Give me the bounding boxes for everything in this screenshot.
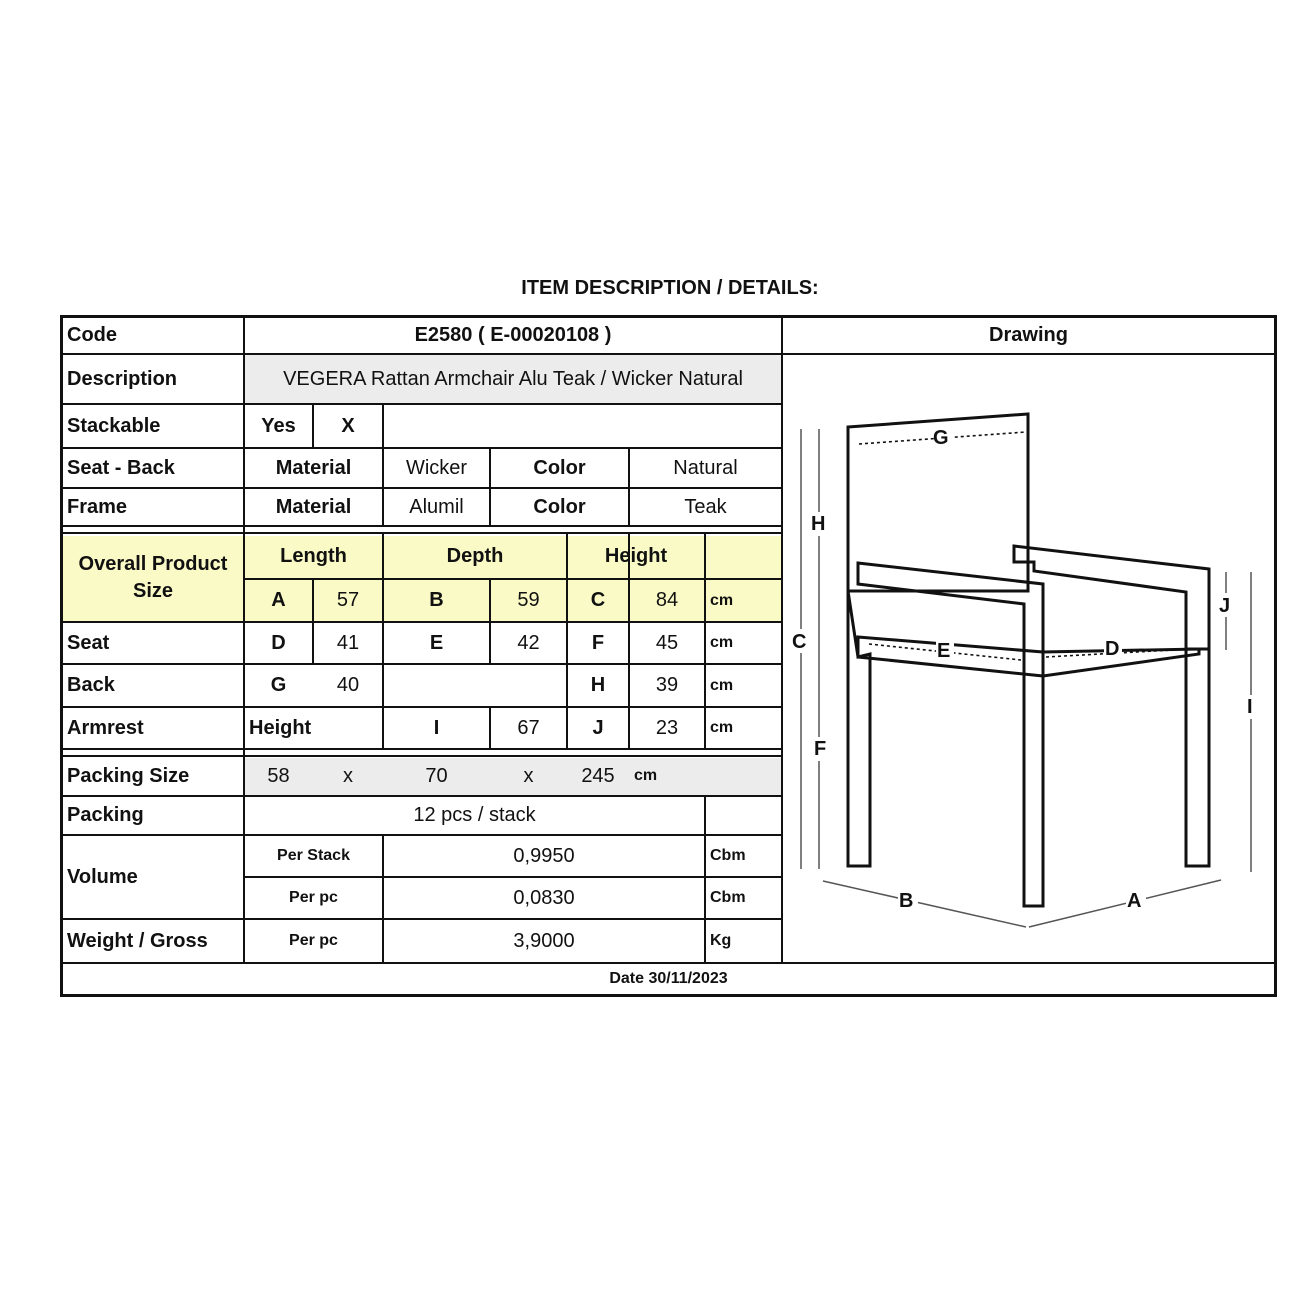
frame-material: Alumil xyxy=(409,495,464,518)
packing-height: 245 xyxy=(581,764,615,787)
volume-pc-unit: Cbm xyxy=(710,889,746,906)
volume-label: Volume xyxy=(67,865,138,888)
dim-j-value: 23 xyxy=(655,716,679,739)
seat-back-color-label: Color xyxy=(533,456,586,479)
dim-a-letter: A xyxy=(271,589,286,611)
dim-d-letter: D xyxy=(271,631,286,654)
back-right-leg xyxy=(1186,649,1209,866)
packing-x2: x xyxy=(523,764,534,787)
seat-back-color: Natural xyxy=(673,456,738,479)
label-g: G xyxy=(933,427,949,449)
dim-h-letter: H xyxy=(590,674,606,696)
packing-size-unit: cm xyxy=(634,767,658,784)
packing-x1: x xyxy=(343,764,353,787)
weight-unit: Kg xyxy=(710,932,732,949)
height-header: Height xyxy=(604,544,668,567)
volume-stack-unit: Cbm xyxy=(710,847,746,864)
label-b: B xyxy=(899,890,914,912)
date-footer: Date 30/11/2023 xyxy=(609,970,728,987)
dim-b-letter: B xyxy=(429,589,444,611)
dim-j-letter: J xyxy=(592,716,604,739)
stackable-label: Stackable xyxy=(67,414,161,437)
description-value: VEGERA Rattan Armchair Alu Teak / Wicker Natural xyxy=(283,367,743,390)
label-c: C xyxy=(792,631,807,653)
seat-back-material: Wicker xyxy=(405,456,468,479)
packing-label: Packing xyxy=(67,804,144,826)
frame-material-label: Material xyxy=(275,495,352,518)
back-label: Back xyxy=(67,674,115,696)
seat-back-material-label: Material xyxy=(275,456,352,479)
chair-drawing-svg xyxy=(781,354,1274,960)
weight-per-pc-label: Per pc xyxy=(289,932,338,949)
stackable-yes: Yes xyxy=(261,414,296,437)
back-left-leg xyxy=(848,591,870,866)
dim-c-value: 84 xyxy=(655,589,679,611)
dim-a-value: 57 xyxy=(336,589,360,611)
weight-label: Weight / Gross xyxy=(67,929,208,952)
label-j: J xyxy=(1219,595,1231,617)
left-armrest xyxy=(858,563,1043,906)
dim-h-value: 39 xyxy=(655,674,679,696)
packing-value: 12 pcs / stack xyxy=(413,804,536,826)
volume-per-pc-label: Per pc xyxy=(289,889,338,906)
label-i: I xyxy=(1247,696,1253,718)
code-label: Code xyxy=(67,324,117,346)
weight-value: 3,9000 xyxy=(513,929,575,952)
dim-e-value: 42 xyxy=(517,631,540,654)
depth-header: Depth xyxy=(446,544,504,567)
volume-per-pc: 0,0830 xyxy=(513,886,575,909)
packing-size-label: Packing Size xyxy=(67,764,190,787)
armrest-height-label: Height xyxy=(249,716,312,739)
dim-b-value: 59 xyxy=(517,589,540,611)
seat-label: Seat xyxy=(67,631,110,654)
dim-g-value: 40 xyxy=(336,674,360,696)
armrest-unit: cm xyxy=(710,719,734,736)
dim-f-value: 45 xyxy=(655,631,679,654)
a-dim-line xyxy=(1029,880,1221,927)
volume-per-stack: 0,9950 xyxy=(513,844,575,867)
dim-d-value: 41 xyxy=(336,631,360,654)
stackable-mark: X xyxy=(341,414,355,437)
packing-length: 58 xyxy=(267,764,290,787)
row-divider xyxy=(63,748,781,750)
description-label: Description xyxy=(67,367,178,390)
label-f: F xyxy=(814,738,827,760)
frame-color: Teak xyxy=(684,495,727,518)
overall-unit: cm xyxy=(710,591,734,609)
volume-per-stack-label: Per Stack xyxy=(277,847,350,864)
label-d: D xyxy=(1105,638,1120,660)
back-unit: cm xyxy=(710,676,734,694)
label-h: H xyxy=(811,513,826,535)
frame-color-label: Color xyxy=(533,495,586,518)
dim-e-letter: E xyxy=(429,631,444,654)
dim-c-letter: C xyxy=(590,589,606,611)
row-divider xyxy=(63,525,781,527)
label-a: A xyxy=(1127,890,1142,912)
seat-unit: cm xyxy=(710,634,734,651)
frame-label: Frame xyxy=(67,495,128,518)
code-value: E2580 ( E-00020108 ) xyxy=(414,324,612,346)
page-title: ITEM DESCRIPTION / DETAILS: xyxy=(521,277,819,299)
seat-back-label: Seat - Back xyxy=(67,456,175,479)
chair-seat xyxy=(858,637,1199,676)
chair-drawing xyxy=(781,354,1274,960)
packing-width: 70 xyxy=(425,764,448,787)
dim-g-letter: G xyxy=(270,674,287,696)
dim-i-letter: I xyxy=(433,716,440,739)
dim-i-value: 67 xyxy=(517,716,540,739)
b-dim-line xyxy=(823,881,1026,927)
label-e: E xyxy=(937,640,951,662)
length-header: Length xyxy=(280,544,347,567)
drawing-header: Drawing xyxy=(989,324,1068,346)
dim-f-letter: F xyxy=(591,631,605,654)
overall-size-label: Overall Product Size xyxy=(78,552,228,602)
armrest-label: Armrest xyxy=(67,716,144,739)
